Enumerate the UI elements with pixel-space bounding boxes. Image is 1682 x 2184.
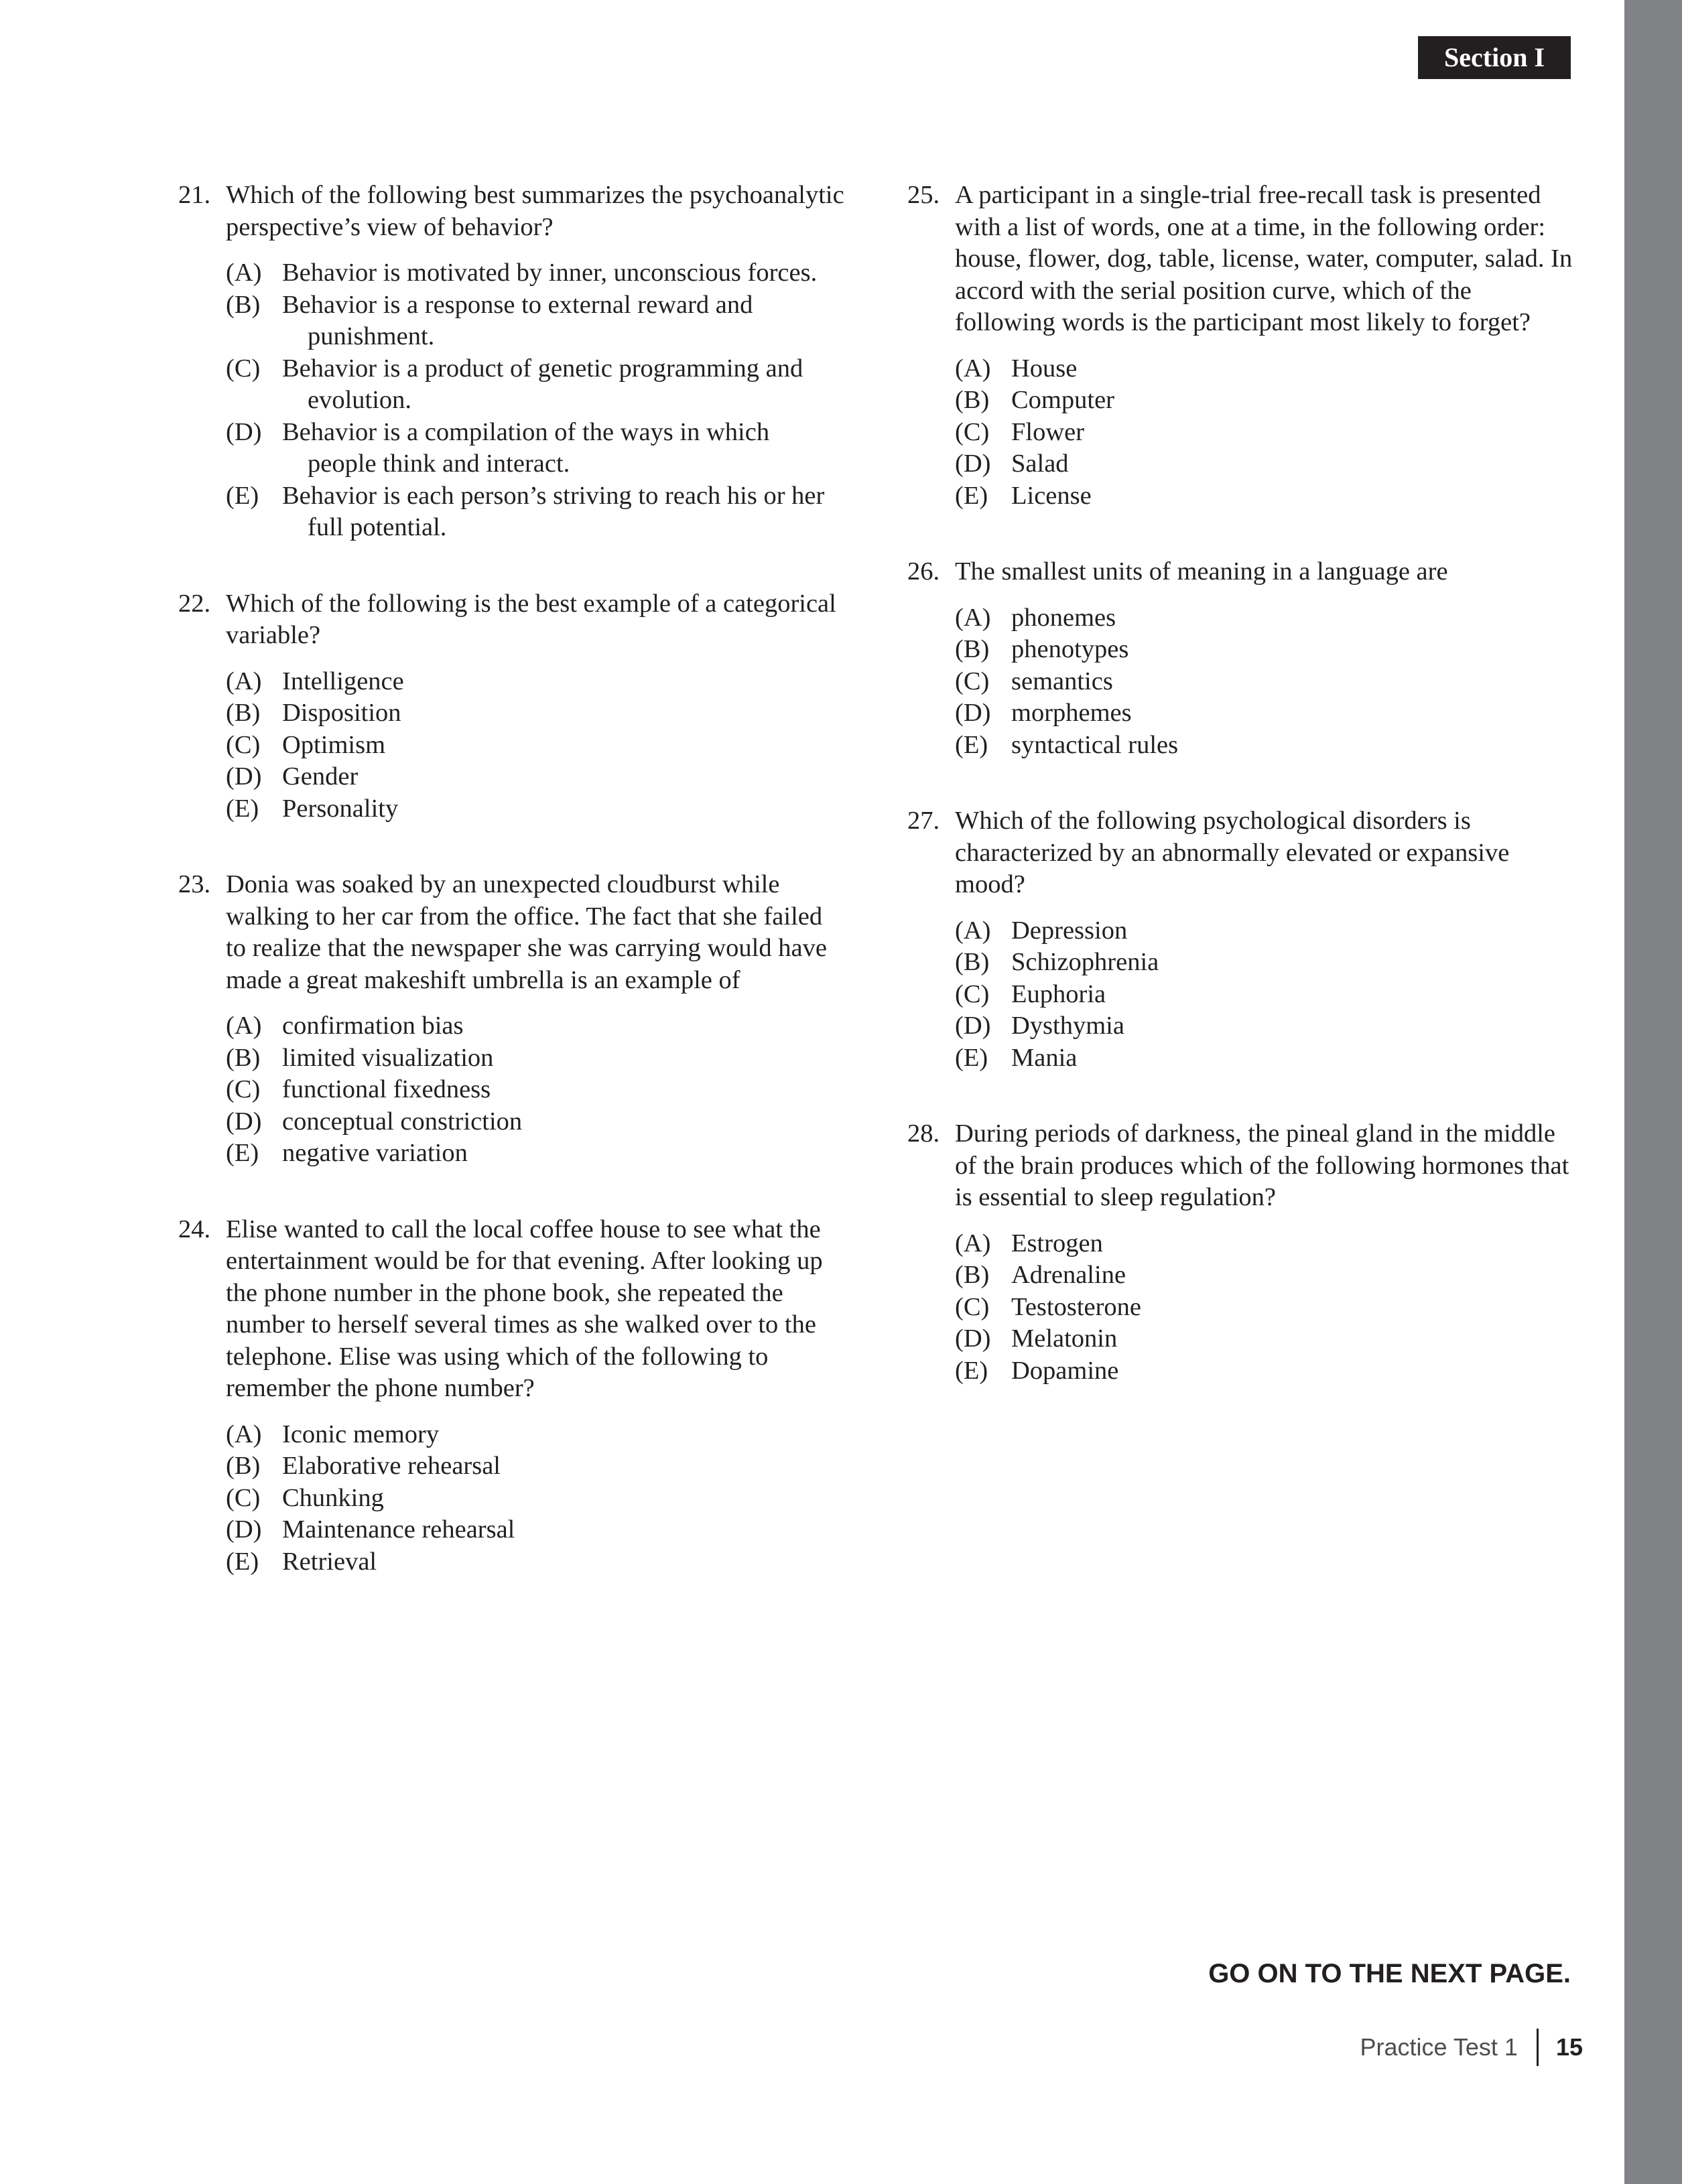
- answer-choice: [226, 666, 844, 698]
- choice-letter: (A): [955, 603, 991, 632]
- choice-letter: (E): [955, 730, 988, 759]
- choice-text: Schizophrenia: [1011, 948, 1159, 976]
- question-item: [178, 869, 844, 1170]
- question-stem: [178, 588, 844, 652]
- footer-book-section: Practice Test 1: [1360, 2033, 1518, 2061]
- question-item: [178, 588, 844, 825]
- go-on-next-page-notice: GO ON TO THE NEXT PAGE.: [1208, 1959, 1571, 1988]
- choice-letter: (B): [955, 386, 990, 414]
- question-number: 26.: [907, 557, 940, 586]
- question-stem: [907, 1118, 1577, 1214]
- choice-text: Personality: [282, 794, 399, 823]
- question-number: 28.: [907, 1119, 940, 1148]
- right-question-column: [907, 180, 1577, 1431]
- choice-letter: (D): [955, 1012, 991, 1040]
- choice-letter: (D): [955, 699, 991, 727]
- question-number: 21.: [178, 181, 211, 209]
- question-stem: [907, 805, 1577, 901]
- choice-text: Disposition: [282, 699, 401, 727]
- question-text: Which of the following psychological disorders is characterized by an abnormally elevated or expansive mood?: [955, 807, 1510, 898]
- question-text: Donia was soaked by an unexpected cloudburst while walking to her car from the office. The fact that she failed to realize that the newspaper she was carrying would have made a great makeshift umbrella is an example of: [226, 870, 827, 994]
- question-text: During periods of darkness, the pineal gland in the middle of the brain produces which of the following hormones that is essential to sleep regulation?: [955, 1119, 1569, 1211]
- answer-choice: [226, 289, 844, 353]
- question-item: [907, 1118, 1577, 1387]
- question-item: [178, 180, 844, 544]
- choice-text: Flower: [1011, 417, 1085, 446]
- choice-text: conceptual constriction: [282, 1107, 523, 1136]
- answer-choice: [955, 666, 1577, 698]
- choice-text: Behavior is each person’s striving to reach his or her full potential.: [282, 481, 825, 541]
- choice-letter: (B): [226, 290, 261, 319]
- page-number: 15: [1555, 2033, 1583, 2061]
- choice-letter: (B): [226, 1043, 261, 1072]
- choice-text: Behavior is a response to external reward and punishment.: [282, 290, 753, 350]
- choice-letter: (E): [226, 794, 259, 823]
- choice-text: phonemes: [1011, 603, 1116, 632]
- choice-text: Computer: [1011, 386, 1114, 414]
- choice-letter: (B): [955, 635, 990, 663]
- choice-text: confirmation bias: [282, 1012, 464, 1040]
- question-stem: [178, 1214, 844, 1405]
- answer-choice: [226, 417, 844, 480]
- answer-choice: [955, 1355, 1577, 1387]
- choice-letter: (C): [955, 979, 990, 1008]
- choice-text: Optimism: [282, 730, 386, 759]
- answer-choice: [226, 1514, 844, 1546]
- choice-text: Adrenaline: [1011, 1261, 1126, 1289]
- answer-choice: [226, 480, 844, 544]
- answer-choice: [226, 1074, 844, 1106]
- answer-choices: [955, 915, 1577, 1075]
- choice-letter: (A): [226, 667, 262, 695]
- answer-choice: [226, 1138, 844, 1170]
- answer-choices: [226, 257, 844, 544]
- choice-letter: (A): [955, 1229, 991, 1257]
- choice-text: Behavior is a compilation of the ways in which people think and interact.: [282, 417, 770, 478]
- choice-letter: (C): [226, 730, 261, 759]
- choice-text: syntactical rules: [1011, 730, 1179, 759]
- answer-choice: [955, 1259, 1577, 1292]
- question-number: 27.: [907, 807, 940, 835]
- choice-text: negative variation: [282, 1139, 468, 1167]
- answer-choice: [226, 1450, 844, 1483]
- answer-choice: [955, 480, 1577, 513]
- answer-choice: [955, 947, 1577, 979]
- answer-choice: [955, 353, 1577, 385]
- answer-choice: [955, 915, 1577, 947]
- choice-letter: (B): [955, 1261, 990, 1289]
- choice-letter: (C): [955, 667, 990, 695]
- choice-letter: (D): [955, 1324, 991, 1353]
- choice-text: semantics: [1011, 667, 1113, 695]
- answer-choice: [226, 697, 844, 730]
- answer-choice: [226, 1483, 844, 1515]
- choice-text: Melatonin: [1011, 1324, 1118, 1353]
- answer-choice: [955, 602, 1577, 634]
- answer-choice: [955, 730, 1577, 762]
- answer-choices: [226, 1419, 844, 1578]
- answer-choice: [955, 1010, 1577, 1042]
- answer-choice: [955, 634, 1577, 666]
- choice-text: Testosterone: [1011, 1292, 1142, 1321]
- choice-text: Maintenance rehearsal: [282, 1515, 515, 1544]
- choice-text: Euphoria: [1011, 979, 1106, 1008]
- answer-choice: [226, 353, 844, 417]
- left-question-column: [178, 180, 844, 1622]
- answer-choices: [226, 1010, 844, 1170]
- section-label: Section I: [1418, 36, 1571, 79]
- choice-text: limited visualization: [282, 1043, 494, 1072]
- choice-letter: (C): [955, 417, 990, 446]
- choice-letter: (C): [955, 1292, 990, 1321]
- choice-letter: (D): [955, 450, 991, 478]
- question-item: [907, 556, 1577, 761]
- choice-letter: (A): [226, 1012, 262, 1040]
- choice-letter: (E): [955, 1356, 988, 1385]
- answer-choices: [955, 602, 1577, 762]
- question-text: Which of the following is the best example of a categorical variable?: [226, 589, 836, 649]
- choice-letter: (C): [226, 1075, 261, 1103]
- question-stem: [178, 180, 844, 243]
- choice-letter: (C): [226, 354, 261, 383]
- choice-letter: (A): [226, 1420, 262, 1448]
- question-number: 22.: [178, 589, 211, 618]
- choice-text: Depression: [1011, 916, 1128, 945]
- choice-letter: (D): [226, 1515, 262, 1544]
- answer-choice: [955, 1292, 1577, 1324]
- choice-text: House: [1011, 354, 1078, 383]
- choice-text: Dopamine: [1011, 1356, 1119, 1385]
- answer-choice: [226, 257, 844, 289]
- question-stem: [178, 869, 844, 996]
- question-number: 24.: [178, 1215, 211, 1243]
- choice-letter: (E): [226, 1139, 259, 1167]
- choice-letter: (B): [955, 948, 990, 976]
- answer-choice: [226, 1419, 844, 1451]
- question-number: 23.: [178, 870, 211, 898]
- question-item: [907, 180, 1577, 512]
- choice-letter: (A): [226, 259, 262, 287]
- answer-choice: [226, 1106, 844, 1138]
- answer-choice: [955, 1323, 1577, 1355]
- choice-letter: (D): [226, 1107, 262, 1136]
- answer-choice: [226, 1042, 844, 1075]
- choice-text: License: [1011, 481, 1092, 510]
- choice-letter: (E): [226, 1547, 259, 1576]
- answer-choice: [226, 761, 844, 793]
- choice-text: Dysthymia: [1011, 1012, 1124, 1040]
- answer-choices: [226, 666, 844, 825]
- choice-text: morphemes: [1011, 699, 1132, 727]
- choice-text: Behavior is a product of genetic programming and evolution.: [282, 354, 803, 414]
- choice-letter: (C): [226, 1483, 261, 1512]
- question-stem: [907, 556, 1577, 588]
- answer-choice: [955, 385, 1577, 417]
- answer-choice: [226, 1010, 844, 1042]
- question-stem: [907, 180, 1577, 339]
- choice-letter: (D): [226, 417, 262, 446]
- answer-choice: [955, 979, 1577, 1011]
- choice-text: Retrieval: [282, 1547, 377, 1576]
- choice-text: Elaborative rehearsal: [282, 1452, 501, 1480]
- answer-choices: [955, 1228, 1577, 1387]
- choice-text: Chunking: [282, 1483, 384, 1512]
- question-item: [907, 805, 1577, 1074]
- side-margin-bar: [1624, 0, 1682, 2184]
- question-number: 25.: [907, 181, 940, 209]
- choice-text: Estrogen: [1011, 1229, 1103, 1257]
- choice-letter: (E): [955, 481, 988, 510]
- question-text: Which of the following best summarizes the psychoanalytic perspective’s view of behavior?: [226, 181, 844, 241]
- question-text: Elise wanted to call the local coffee house to see what the entertainment would be for that evening. After looking up the phone number in the phone book, she repeated the number to herself several times as she walked over to the telephone. Elise was using which of the following to remember the phone number?: [226, 1215, 823, 1402]
- answer-choice: [955, 448, 1577, 480]
- choice-text: functional fixedness: [282, 1075, 491, 1103]
- answer-choice: [955, 1228, 1577, 1260]
- choice-letter: (E): [955, 1043, 988, 1072]
- choice-text: Salad: [1011, 450, 1069, 478]
- answer-choice: [226, 793, 844, 825]
- choice-letter: (B): [226, 1452, 261, 1480]
- choice-letter: (A): [955, 916, 991, 945]
- footer-divider: [1537, 2029, 1539, 2066]
- answer-choice: [226, 1546, 844, 1578]
- choice-letter: (B): [226, 699, 261, 727]
- answer-choices: [955, 353, 1577, 513]
- answer-choice: [955, 417, 1577, 449]
- choice-text: Intelligence: [282, 667, 404, 695]
- question-item: [178, 1214, 844, 1578]
- answer-choice: [955, 1042, 1577, 1075]
- choice-text: Iconic memory: [282, 1420, 440, 1448]
- choice-letter: (A): [955, 354, 991, 383]
- choice-text: phenotypes: [1011, 635, 1129, 663]
- answer-choice: [226, 730, 844, 762]
- choice-letter: (D): [226, 762, 262, 791]
- question-text: A participant in a single-trial free-recall task is presented with a list of words, one at a time, in the following order: house, flower, dog, table, license, water, computer, salad. In accord with the serial position curve, which of the following words is the participant most likely to forget?: [955, 181, 1573, 336]
- question-text: The smallest units of meaning in a language are: [955, 557, 1448, 586]
- choice-text: Mania: [1011, 1043, 1078, 1072]
- choice-letter: (E): [226, 481, 259, 510]
- choice-text: Behavior is motivated by inner, unconscious forces.: [282, 259, 818, 287]
- answer-choice: [955, 697, 1577, 730]
- page-footer: [1360, 2029, 1583, 2066]
- choice-text: Gender: [282, 762, 359, 791]
